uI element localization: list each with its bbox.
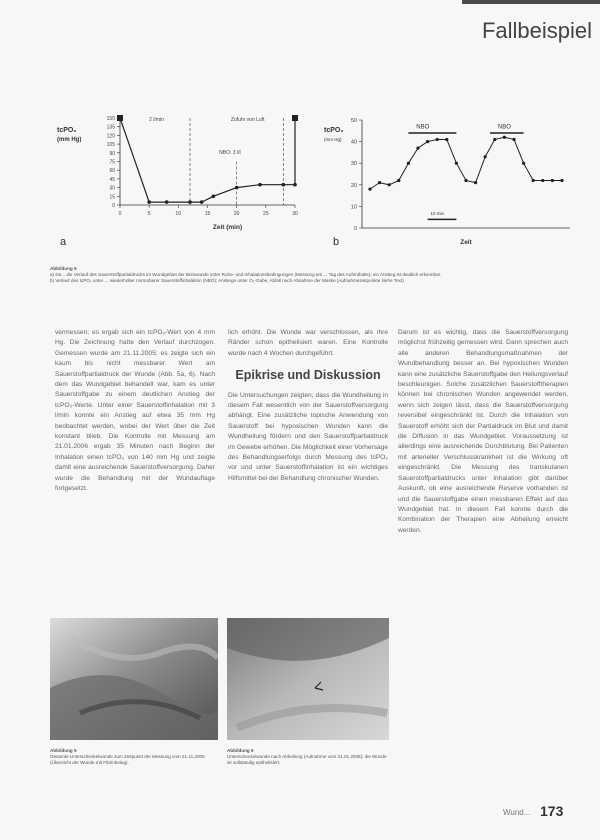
y-tick-label: 90 — [109, 150, 115, 157]
y-axis-label: tcPO₂ — [324, 127, 344, 134]
panel-label-b: b — [333, 236, 340, 248]
annotation: NBO: 3 l/l — [219, 149, 241, 156]
x-tick-label: 30 — [292, 211, 298, 217]
footer-journal-name: Wund... — [503, 808, 531, 817]
x-tick-label: 0 — [118, 211, 122, 217]
column-2-intro: lich erhöht. Die Wunde war verschlossen, als ihre Ränder schon epithelisiert waren. Eine Kontrolle wurde nach 4 Wochen durchgeführt. — [228, 329, 388, 357]
annotation: NBO — [497, 124, 511, 131]
y-tick-label: 30 — [350, 161, 357, 168]
annotation: 2 l/min — [149, 116, 164, 123]
wound-photo-2 — [227, 618, 389, 740]
data-point — [407, 162, 410, 165]
y-axis-unit: (mm Hg) — [324, 137, 342, 142]
section-header-bar — [462, 0, 600, 4]
y-axis-label: tcPO₂ — [57, 127, 77, 134]
page-number: 173 — [540, 803, 564, 819]
photo-caption-1 — [50, 748, 218, 767]
data-point — [532, 179, 535, 182]
y-tick-label: 0 — [353, 226, 357, 232]
text-column-3 — [398, 328, 568, 798]
data-point — [426, 140, 429, 143]
data-point — [147, 200, 151, 204]
x-tick-label: 20 — [233, 211, 240, 217]
data-point — [445, 138, 448, 141]
y-tick-label: 15 — [109, 194, 115, 201]
data-point-square — [117, 115, 123, 121]
data-point — [212, 195, 216, 199]
photo-caption-1-title: Abbildung 5 — [50, 748, 77, 753]
y-tick-label: 120 — [106, 133, 115, 140]
data-point — [464, 179, 467, 182]
y-tick-label: 75 — [109, 159, 115, 166]
data-point — [200, 200, 204, 204]
y-tick-label: 30 — [109, 185, 115, 192]
y-tick-label: 40 — [350, 139, 357, 146]
y-tick-label: 10 — [350, 204, 357, 211]
data-point — [503, 136, 506, 139]
column-2-text: Die Untersuchungen zeigten, dass die Wundheilung in diesem Fall wesentlich von der Sauerstoffversorgung abhängt. Eine zusätzliche topische Anwendung von Sauerstoff bei hypoxischen Wunden kann die Wundheilung fördern und den Sauerstoffpartialdruck im Gewebe erhöhen. Die Möglichkeit einer Vorhersage des Behandlungserfolgs durch Messung des tcPO₂ vor und unter Sauerstoffinhalation ist ein wichtiges Hilfsmittel bei der Behandlung chronischer Wunden. — [228, 391, 388, 482]
y-tick-label: 150 — [106, 116, 115, 122]
chart-a — [55, 110, 305, 240]
data-point — [416, 146, 419, 149]
figure-caption-line-a: a) Da... die Verlauf des Sauerstoffpartialdrucks im Wundgebiet der Beinwunde unter Ruhe- und Inhalationsbedingungen (Messung am ... Tag des Aufenthalts); ein Anstieg ist deutlich erkennbar. — [50, 272, 442, 278]
column-1-text: vermessen; es ergab sich ein tcPO₂-Wert von 4 mm Hg. Die Zeichnung hatte den Verlauf durchzogen. Gemessen wurde am 21.11.2005; es zeigte sich ein kaum bis nicht messbarer Wert am Sauerstoffpartialdruck der Wunde (Abb. 5a, 6). Nach dem das Wundgebiet behandelt war, kam es unter Sauerstoffgabe zu einem deutlichen Anstieg der tcPO₂-Werte. Unter einer Sauerstoffinhalation mit 3 l/min konnte ein Anstieg auf etwa 35 mm Hg beobachtet werden, wobei der Wert über die Zeit konstant blieb. Die Kontrolle mit Messung am 21.01.2006 ergab 35 Minuten nach Beginn der Inhalation einen tcPO₂ von 140 mm Hg und zeigte damit eine ausreichende Sauerstoffversorgung. Daher wurde die Behandlung mit der Wundauflage fortgesetzt. — [55, 329, 215, 493]
annotation: NBO — [416, 124, 430, 131]
data-point — [282, 183, 286, 187]
figure-caption-title: Abbildung 5 — [50, 266, 77, 271]
wound-photo-1 — [50, 618, 218, 740]
annotation: 10 min — [430, 211, 444, 217]
data-point — [474, 181, 477, 184]
x-tick-label: 25 — [263, 211, 269, 217]
x-tick-label: 10 — [175, 211, 182, 217]
text-column-1 — [55, 328, 215, 613]
figure-caption-line-b: b) Verlauf des tcPO₂ unter ... wiederholter normobarer Sauerstoffinhalation (NBO); Anstiege unter O₂-Gabe, Abfall nach Abnahme der Maske (Aufnahmezeitpunkte siehe Text). — [50, 278, 406, 284]
y-tick-label: 0 — [112, 203, 115, 209]
data-point — [165, 200, 169, 204]
data-point — [455, 162, 458, 165]
data-point — [541, 179, 544, 182]
data-point — [397, 179, 400, 182]
y-tick-label: 20 — [350, 182, 357, 189]
data-point — [560, 179, 563, 182]
photo-caption-2-text: Unterschenkelwunde nach Abheilung (Aufnahme vom 21.01.2006); die Wunde ist vollständig epithelisiert. — [227, 754, 387, 766]
chart-a-svg — [55, 110, 305, 240]
y-tick-label: 50 — [350, 118, 357, 124]
chart-b-svg — [322, 110, 580, 250]
data-point — [388, 183, 391, 186]
annotation: Zufuhr von Luft — [230, 116, 265, 123]
data-point — [512, 138, 515, 141]
x-tick-label: 15 — [204, 211, 211, 217]
figure-caption — [50, 266, 570, 285]
y-tick-label: 45 — [109, 176, 115, 183]
data-point — [493, 138, 496, 141]
y-tick-label: 135 — [106, 124, 115, 131]
data-point — [235, 186, 239, 190]
photo-caption-2-title: Abbildung 6 — [227, 748, 254, 753]
x-axis-label: Zeit (min) — [212, 224, 243, 231]
section-title: Fallbeispiel — [481, 18, 592, 43]
data-point — [522, 162, 525, 165]
data-point — [368, 188, 371, 191]
data-point — [484, 155, 487, 158]
photo-caption-2 — [227, 748, 389, 767]
x-tick-label: 5 — [147, 211, 151, 217]
series-line — [120, 118, 295, 202]
y-axis-unit: (mm Hg) — [57, 137, 82, 143]
y-tick-label: 60 — [109, 168, 115, 175]
data-point — [188, 200, 192, 204]
x-axis-label: Zeit — [460, 239, 472, 246]
wound-photo-1-image — [50, 618, 218, 740]
text-column-2 — [228, 328, 388, 613]
column-3-text: Darum ist es wichtig, dass die Sauerstoffversorgung möglichst frühzeitig gemessen wird. Dann sprechen auch alle anderen Behandlungsmaßnahmen der Wundbehandlung besser an. Bei hypoxischen Wunden kann eine zusätzliche Sauerstoffgabe den Heilungsverlauf beschleunigen. Solche zusätzlichen Sauerstofftherapien können bei chronischen Wunden angewendet werden, wenn sich zeigen lässt, dass die Sauerstoffversorgung reversibel eingeschränkt ist. Durch die Inhalation von Sauerstoff erhöht sich der Partialdruck im Blut und damit die Diffusion in das Wundgebiet. Voraussetzung ist allerdings eine ausreichende Durchblutung. Bei Patienten mit arterieller Verschlusskrankheit ist die Wirkung oft eingeschränkt. Die Messung des transkutanen Sauerstoffpartialdrucks unter Inhalation gibt darüber Auskunft, ob eine ausreichende Reserve vorhanden ist und die Sauerstoffgabe einen messbaren Effekt auf das Wundgebiet hat. In diesem Fall konnte durch die Kombination der Therapien eine Abheilung erreicht werden. — [398, 329, 568, 534]
y-tick-label: 105 — [106, 142, 115, 149]
panel-label-a: a — [60, 236, 67, 248]
photo-caption-1-text: Gesamte Unterschenkelwunde zum Zeitpunkt der Messung vom 21.11.2005 (Übersicht der Wunde mit Fibrinbelag). — [50, 754, 205, 766]
data-point — [293, 183, 297, 187]
wound-photo-2-image — [227, 618, 389, 740]
chart-b — [322, 110, 580, 250]
data-point — [378, 181, 381, 184]
data-point — [551, 179, 554, 182]
data-point-square — [292, 115, 298, 121]
data-point — [436, 138, 439, 141]
section-heading-epikrise: Epikrise und Diskussion — [235, 368, 381, 383]
data-point — [258, 183, 262, 187]
